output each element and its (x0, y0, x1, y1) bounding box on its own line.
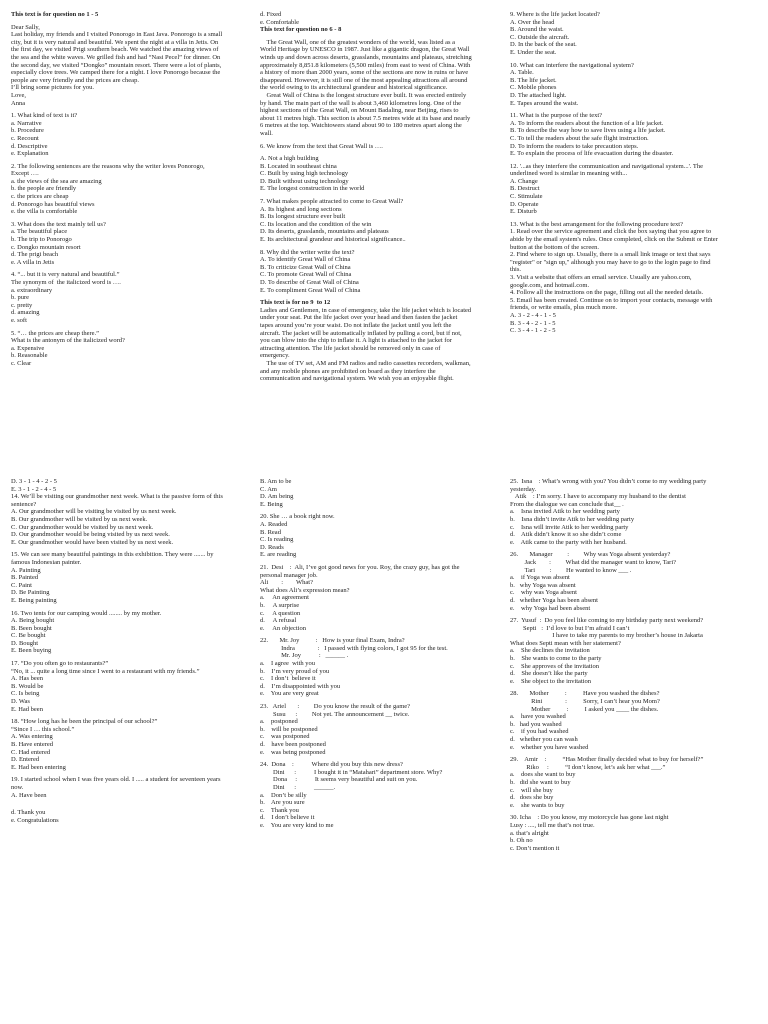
text-line: d. The prigi beach (11, 251, 59, 259)
text-line: C. Paint (11, 581, 32, 589)
text-line: Tari : He wanted to know ___ . (510, 566, 632, 574)
text-line: B. The life jacket. (510, 76, 557, 84)
text-line: What is the antonym of the italicized word? (11, 337, 125, 345)
text-line: C. Stimulate (510, 193, 543, 201)
text-line: c. Clear (11, 359, 32, 367)
text-line: 3. What does the text mainly tell us? (11, 220, 106, 228)
text-line: d. I’m disappointed with you (260, 682, 341, 690)
text-line: D. Our grandmother would be being visited by us next week. (11, 531, 170, 539)
text-line: d. Descriptive (11, 142, 48, 150)
text-line: 9. Where is the life jacket located? (510, 11, 600, 18)
text-line: e. why Yoga had been absent (510, 604, 591, 612)
text-line: the world owing to its architectural grandeur and historical significance. (260, 84, 448, 92)
text-line: this. (510, 266, 522, 274)
text-line: e. You are very great (260, 690, 319, 698)
text-line: B. Read (260, 528, 281, 536)
text-line: Love, (11, 91, 26, 99)
text-line: d. Atik didn’t know it so she didn’t come (510, 531, 622, 539)
text-line: d. She doesn’t like the party (510, 670, 588, 678)
text-line: 16. Two tents for our camping would ........ by my mother. (11, 609, 162, 617)
top-column-1 (11, 11, 259, 461)
text-line: A. Was entering (11, 733, 53, 741)
text-line: 29. Amir : “Has Mother finally decided what to buy for herself?” (510, 756, 704, 764)
text-line: e. You are very kind to me (260, 821, 334, 829)
text-line: A. Change (510, 177, 538, 185)
text-line: 27. Yusuf : Do you feel like coming to my birthday party next weekend? (510, 617, 704, 625)
text-line: A. 3 - 2 - 4 - 1 - 5 (510, 311, 556, 319)
text-line: C. To promote Great Wall of China (260, 271, 352, 279)
text-line: Except …. (11, 170, 39, 178)
text-line: e. was being postponed (260, 748, 326, 756)
text-line: a history of more than 2000 years, some of the sections are now in ruins or have (260, 69, 469, 77)
text-line: D. In the back of the seat. (510, 41, 577, 49)
text-line: B. Would be (11, 682, 44, 690)
text-line: button at the bottom of the screen. (510, 243, 599, 251)
text-line: c. will she buy (510, 786, 553, 794)
text-line: D. Am being (260, 493, 294, 501)
text-line: 25. Isna : What’s wrong with you? You didn’t come to my wedding party (510, 478, 707, 485)
text-line: C. Its location and the condition of the win (260, 220, 372, 228)
text-line: A. Its highest and long sections (260, 205, 342, 213)
text-line: the first day, we visited Prigi southern beach. We watched the amazing views of (11, 46, 219, 54)
text-line: D. To describe of Great Wall of China (260, 279, 359, 286)
text-line: E. 3 - 1 - 2 - 4 - 5 (11, 485, 57, 493)
text-line: e. the villa is comfortable (11, 208, 78, 216)
text-line: a. postponed (260, 718, 298, 726)
text-line: C. Be bought (11, 632, 46, 640)
text-line: A. Table. (510, 69, 534, 77)
text-line: underlined word is similar in meaning with... (510, 170, 628, 178)
text-line: Rini : Sorry, I can’t hear you Mom? (510, 698, 660, 706)
text-line: d. have been postponed (260, 741, 326, 748)
text-line: C. To tell the readers about the safe flight instruction. (510, 134, 649, 142)
text-line: e. Atik came to the party with her husband. (510, 538, 627, 546)
text-line: D. Be Painting (11, 589, 50, 597)
text-line: World Heritage by UNESCO in 1987. Just like a gigantic dragon, the Great Wall (260, 46, 470, 54)
text-line: 15. We can see many beautiful paintings in this exhibition. They were ....... by (11, 551, 214, 559)
text-line: 6. We know from the text that Great Wall is …. (260, 142, 383, 150)
text-line: Dini : I bought it in “Matahari” department store. Why? (260, 768, 443, 776)
text-line: the second day, we visited “Dongko” mountain resort. There were a lot of plants, (11, 61, 222, 69)
text-line: C. Is reading (260, 536, 294, 544)
top-column-2 (260, 11, 508, 461)
text-line: 28. Mother : Have you washed the dishes? (510, 690, 660, 698)
text-line: Riko : “I don’t know, let’s ask her what ___.” (510, 763, 666, 771)
text-line: d. amazing (11, 309, 40, 317)
text-line: c. Thank you (260, 806, 299, 814)
text-line: What does Septi mean with her statement? (510, 639, 621, 647)
text-line: especially clove trees. We camped there for a night. I love Ponorogo because the (11, 69, 221, 77)
text-line: 19. I started school when I was five years old. I ..... a student for seventeen years (11, 776, 221, 784)
text-line: B. Painted (11, 574, 39, 582)
text-line: a. An agreement (260, 594, 309, 602)
text-line: Dear Sally, (11, 23, 40, 31)
text-line: Last holiday, my friends and I visited Ponorogo in East Java. Ponorogo is a small (11, 31, 223, 39)
text-line: The Great Wall, one of the greatest wonders of the world, was listed as a (260, 38, 456, 46)
text-line: 23. Ariel : Do you know the result of the game? (260, 703, 411, 711)
text-line: b. had you washed (510, 720, 562, 728)
text-line: b. will be postponed (260, 725, 318, 733)
text-line: approximately 8,851.8 kilometers (5,500 miles) from east to west of China. With (260, 61, 471, 69)
text-line: d. does she buy (510, 794, 554, 802)
text-line: A. Has been (11, 675, 43, 683)
text-line: 1. Read over the service agreement and click the box saying that you agree to (510, 228, 712, 236)
text-line: a. Expensive (11, 344, 45, 352)
text-line: 30. Icha : Do you know, my motorcycle has gone last night (510, 814, 669, 822)
text-line: b. Procedure (11, 127, 44, 135)
text-line: about 11 metres high. This section is about 7.5 metres wide at its base and nearly (260, 114, 471, 122)
text-line: Ali : What? (260, 579, 313, 587)
text-line: D. Reads (260, 543, 284, 551)
section-heading: This text is for no 9 to 12 (260, 299, 331, 307)
text-line: 1. What kind of text is it? (11, 112, 78, 120)
text-line: 4. Follow all the instructions on the page, filling out all the needed details. (510, 289, 704, 297)
text-line: D. Was (11, 698, 30, 706)
text-line: A. Painting (11, 566, 41, 574)
text-line: 2. Find where to sign up. Usually, there is a small link image or text that says (510, 251, 711, 259)
text-line: E. Had been entering (11, 763, 66, 771)
text-line: 11. What is the purpose of the text? (510, 112, 603, 120)
text-line: b. I’m very proud of you (260, 667, 330, 675)
text-line: A. Not a high building (260, 155, 319, 163)
text-line: e. She object to the invitation (510, 677, 592, 685)
text-line: E. Disturb (510, 208, 537, 216)
text-line: b. A surprise (260, 601, 300, 609)
text-line: E. Tapes around the waist. (510, 99, 579, 107)
text-line: Atik : I’m sorry. I have to accompany my husband to the dentist (510, 493, 686, 501)
text-line: E. Been buying (11, 647, 52, 655)
text-line: emergency. (260, 352, 290, 360)
text-line: A. Readed (260, 520, 288, 528)
text-line: 8. Why did the writer write the text? (260, 248, 355, 256)
text-line: 4. “... but it is very natural and beautiful.” (11, 271, 120, 279)
text-line: c. pretty (11, 301, 33, 309)
text-line: 17. “Do you often go to restaurants?” (11, 660, 109, 668)
text-line: c. A question (260, 609, 301, 617)
text-line: B. Around the waist. (510, 26, 564, 34)
text-line: e. soft (11, 316, 27, 324)
text-line: 6 metres at the top. Watchtowers stand about 90 to 180 metres apart along the (260, 122, 462, 130)
text-line: a. does she want to buy (510, 771, 576, 779)
text-line: A. Being bought (11, 617, 55, 625)
text-line: E. Being painting (11, 596, 57, 604)
text-line: e. whether you have washed (510, 743, 589, 751)
text-line: b. The trip to Ponorogo (11, 236, 72, 244)
text-line: D. Entered (11, 756, 40, 764)
text-line: E. are reading (260, 551, 297, 559)
text-line: d. I don’t believe it (260, 814, 315, 822)
bottom-column-3 (510, 478, 760, 958)
text-line: Mother : I asked you ____ the dishes. (510, 705, 659, 713)
text-line: Dini : ______. (260, 783, 336, 791)
text-line: sentence? (11, 500, 37, 508)
text-line: b. Oh no (510, 837, 533, 845)
text-line: B. Have entered (11, 741, 54, 748)
text-line: 14. We’ll be visiting our grandmother next week. What is the passive form of this (11, 493, 223, 501)
text-line: B. Located in southeast china (260, 162, 337, 170)
text-line: The use of TV set, AM and FM radios and radio cassettes recorders, walkman, (260, 359, 471, 367)
text-line: “No, it ... quite a long time since I went to a restaurant with my friends.” (11, 667, 200, 675)
text-line: 21. Desi : Ali, I’ve got good news for you. Roy, the crazy guy, has got the (260, 563, 460, 571)
text-line: 13. What is the best arrangement for the following procedure text? (510, 220, 683, 228)
text-line: E. To explain the process of life evacuation during the disaster. (510, 150, 674, 158)
text-line: A. Over the head (510, 18, 555, 26)
text-line: famous Indonesian painter. (11, 558, 82, 566)
text-line: c. Don’t mention it (510, 844, 560, 852)
text-line: a. The beautiful place (11, 228, 68, 236)
text-line: D. Built without using technology (260, 177, 349, 185)
text-line: A. Our grandmother will be visiting be visited by us next week. (11, 508, 177, 516)
text-line: E. Had been (11, 705, 43, 713)
text-line: c. the prices are cheap (11, 193, 69, 201)
text-line: d. Ponorogo has beautiful views (11, 200, 95, 208)
bottom-column-2 (260, 478, 508, 958)
text-line: d. Fixed (260, 11, 282, 18)
text-line: C. Is being (11, 690, 40, 698)
text-line: a. have you washed (510, 713, 566, 721)
text-line: d. whether you can wash (510, 736, 578, 743)
text-line: aircraft. The jacket will be automatically inflated by pulling a cord, but if not, (260, 329, 462, 337)
text-line: a. She declines the invitation (510, 647, 590, 655)
text-line: C. Our grandmother would be visited by us next week. (11, 523, 154, 531)
text-line: 5. Email has been created. Continue on to import your contacts, message with (510, 296, 713, 304)
section-heading: This text is for question no 1 - 5 (11, 11, 99, 18)
text-line: B. To criticize Great Wall of China (260, 263, 351, 271)
text-line: you can blow into the chip to inflate it. A light is attached to the jacket for (260, 337, 452, 345)
text-line: attracting attention. The life jacket should be removed only in case of (260, 344, 441, 352)
text-line: "register" or "sign up," although you may have to go to the login page to find (510, 258, 711, 266)
text-line: 20. She … a book right now. (260, 513, 335, 521)
text-line: a. extraordinary (11, 286, 53, 294)
text-line: Indra : I passed with flying colors, I got 95 for the test. (260, 644, 448, 652)
text-line: b. She wants to come to the party (510, 655, 602, 663)
text-line: b. Isna didn’t invite Atik to her wedding party (510, 515, 635, 523)
text-line: Ladies and Gentlemen, in case of emergency, take the life jacket which is located (260, 306, 472, 314)
text-line: I have to take my parents to my brother’s house in Jakarta (510, 632, 703, 640)
text-line: b. Are you sure (260, 799, 305, 807)
text-line: The synonym of the italicized word is …. (11, 279, 121, 286)
text-line: Mr. Joy : ______ . (260, 652, 349, 660)
text-line: A. To inform the readers about the function of a life jacket. (510, 119, 664, 127)
text-line: B. Destruct (510, 185, 540, 193)
text-line: D. To inform the readers to take precaution steps. (510, 142, 639, 150)
text-line: B. To describe the way how to save lives using a life jacket. (510, 127, 666, 135)
text-line: D. 3 - 1 - 4 - 2 - 5 (11, 478, 57, 485)
text-line: the sea and the white waves. We grilled fish and had “Nasi Pecel” for dinner. On (11, 53, 221, 61)
text-line: d. Thank you (11, 809, 46, 817)
text-line: C. Am (260, 485, 277, 493)
text-line: 2. The following sentences are the reasons why the writer loves Ponorogo, (11, 162, 205, 170)
text-line: A. Have been (11, 791, 47, 799)
text-line: Jack : What did the manager want to know, Tari? (510, 558, 677, 566)
text-line: yesterday. (510, 485, 537, 493)
text-line: disappeared. However, it is still one of the most appealing attractions all around (260, 76, 468, 84)
text-line: c. Isna will invite Atik to her wedding party (510, 523, 629, 531)
text-line: wall. (260, 129, 273, 137)
text-line: friends, or write emails, plus much more. (510, 304, 618, 312)
text-line: c. Recount (11, 134, 39, 142)
text-line: C. Had entered (11, 748, 51, 756)
text-line: Susu : Not yet. The announcement __ twice. (260, 710, 410, 718)
text-line: C. Mobile phones (510, 84, 557, 92)
text-line: b. Reasonable (11, 352, 48, 360)
text-line: 26. Manager : Why was Yoga absent yesterday? (510, 551, 671, 559)
text-line: c. was postponed (260, 733, 310, 741)
text-line: B. Its longest structure ever built (260, 213, 346, 221)
text-line: c. She approves of the invitation (510, 662, 599, 670)
text-line: What does Ali’s expression mean? (260, 586, 350, 594)
text-line: now. (11, 783, 24, 791)
text-line: e. An objection (260, 624, 307, 632)
text-line: d. whether Yoga has been absent (510, 596, 598, 604)
text-line: E. The longest construction in the world (260, 185, 365, 193)
text-line: E. To compliment Great Wall of China (260, 286, 361, 294)
bottom-column-1 (11, 478, 259, 958)
text-line: people are very friendly and the prices are cheap. (11, 76, 139, 84)
text-line: e. Explanation (11, 150, 49, 158)
text-line: Septi : I’d love to but I’m afraid I can’t (510, 624, 630, 632)
text-line: E. Its architectural grandeur and historical significance.. (260, 236, 406, 244)
text-line: b. why Yoga was absent (510, 581, 576, 589)
text-line: B. Am to be (260, 478, 292, 485)
text-line: E. Under the seat. (510, 48, 557, 56)
text-line: tapes around you’re your waist. Do not inflate the jacket until you left the (260, 321, 452, 329)
text-line: 7. What makes people attracted to come to Great Wall? (260, 198, 404, 206)
text-line: Great Wall of China is the longest structure ever built. It was erected entirely (260, 91, 467, 99)
text-line: a. Narrative (11, 119, 42, 127)
text-line: personal manager job. (260, 571, 318, 579)
text-line: google.com, and hotmail.com. (510, 281, 590, 289)
text-line: Dona : It seems very beautiful and suit on you. (260, 776, 418, 784)
text-line: under your seat. Put the life jacket over your head and then fasten the jacket (260, 314, 458, 322)
text-line: 5. “… the prices are cheap there.” (11, 329, 100, 337)
text-line: C. Built by using high technology (260, 170, 349, 178)
text-line: c. if you had washed (510, 728, 569, 736)
text-line: b. pure (11, 294, 30, 302)
text-line: 24. Dona : Where did you buy this new dress? (260, 761, 403, 769)
text-line: e. she wants to buy (510, 801, 565, 809)
text-line: C. Outside the aircraft. (510, 33, 570, 41)
text-line: a. if Yoga was absent (510, 574, 570, 582)
section-heading: This text for question no 6 - 8 (260, 26, 342, 34)
text-line: B. 3 - 4 - 2 - 1 - 5 (510, 319, 556, 327)
text-line: abide by the email system's rules. Once completed, click on the Submit or Enter (510, 236, 718, 244)
text-line: highest sections of the Great Wall, on Mount Badaling, near Beijing, rises to (260, 107, 459, 115)
text-line: 22. Mr. Joy : How is your final Exam, Indra? (260, 637, 405, 645)
text-line: “Since I … this school.” (11, 725, 75, 733)
text-line: A. To identify Great Wall of China (260, 256, 351, 264)
text-line: 12. '...as they interfere the communication and navigational system...'. The (510, 162, 704, 170)
text-line: D. Operate (510, 200, 539, 208)
text-line: c. Dongko mountain resort (11, 243, 81, 251)
text-line: B. Been bought (11, 624, 52, 632)
text-line: communication and navigational system. We wish you an enjoyable flight. (260, 375, 454, 383)
text-line: Lusy : ...., tell me that’s not true. (510, 821, 595, 829)
text-line: a. I agree with you (260, 660, 316, 668)
text-line: C. 3 - 4 - 1 - 2 - 5 (510, 327, 556, 335)
text-line: winds up and down across deserts, grasslands, mountains and plateaus, stretching (260, 53, 472, 61)
text-line: Anna (11, 99, 26, 107)
text-line: D. The attached light. (510, 91, 567, 99)
text-line: a. Isna invited Atik to her wedding party (510, 508, 620, 516)
text-line: 3. Visit a website that offers an email service. Usually are yahoo.com, (510, 274, 692, 281)
text-line: by hand. The main part of the wall is about 3,460 kilometres long. One of the (260, 99, 461, 107)
text-line: I’ll bring some pictures for you. (11, 84, 95, 92)
text-line: e. Congratulations (11, 816, 59, 824)
text-line: 10. What can interfere the navigational system? (510, 61, 634, 69)
text-line: d. A refusal (260, 617, 297, 625)
text-line: e. A villa in Jetis (11, 258, 55, 266)
text-line: and any mobile phones are prohibited on board as they interfere the (260, 367, 436, 375)
text-line: From the dialogue we can conclude that__ . (510, 500, 624, 508)
text-line: E. Being (260, 500, 283, 508)
text-line: a. the views of the sea are amazing (11, 177, 102, 185)
text-line: 18. “How long has he been the principal of our school?” (11, 718, 158, 726)
text-line: D. Its deserts, grasslands, mountains and plateaus (260, 228, 389, 236)
text-line: c. I don’t believe it (260, 675, 316, 683)
text-line: b. did she want to buy (510, 778, 571, 786)
text-line: city, but it is very natural and beautiful. We spent the night at a villa in Jetis. On (11, 38, 219, 46)
text-line: e. Comfortable (260, 18, 299, 26)
top-column-3 (510, 11, 760, 461)
text-line: a. Don’t be silly (260, 791, 307, 799)
text-line: a. that’s alright (510, 829, 549, 837)
text-line: D. Bought (11, 639, 39, 647)
text-line: b. the people are friendly (11, 185, 77, 193)
text-line: B. Our grandmother will be visited by us next week. (11, 515, 148, 523)
text-line: E. Our grandmother would have been visited by us next week. (11, 538, 174, 546)
text-line: c. why was Yoga absent (510, 589, 577, 597)
